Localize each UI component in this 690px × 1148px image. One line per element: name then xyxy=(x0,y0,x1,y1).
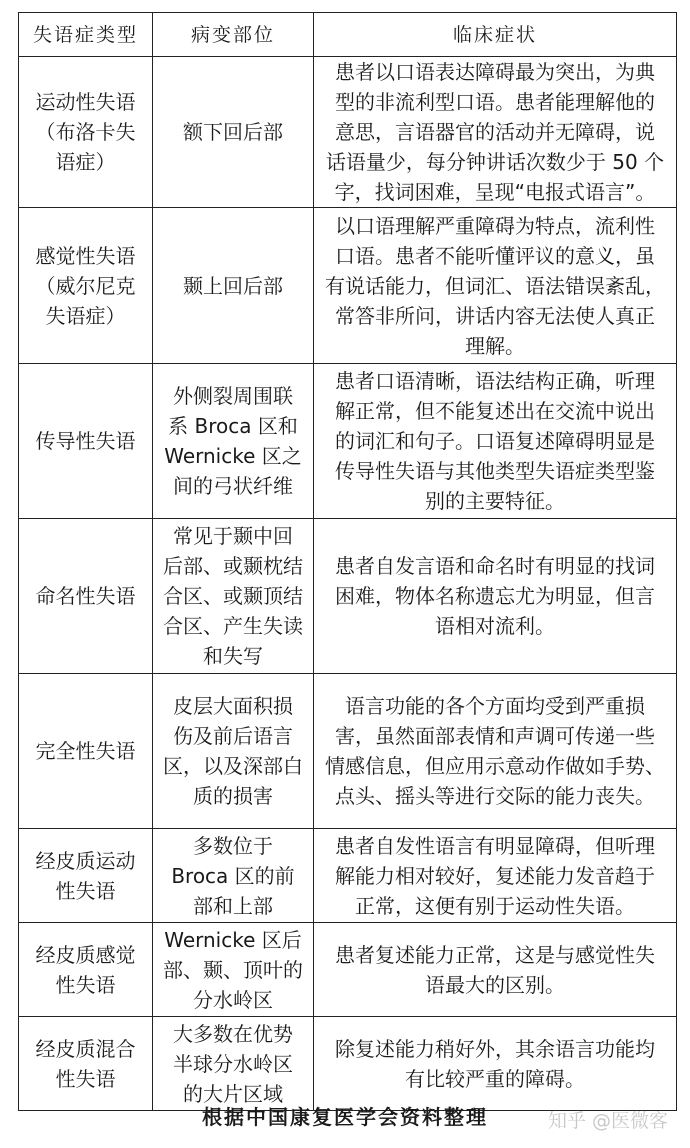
aphasia-type-cell xyxy=(19,208,153,364)
cell-line: 性失语 xyxy=(55,972,116,997)
lesion-site-cell xyxy=(153,829,314,923)
cell-line: 传导性失语 xyxy=(35,429,136,453)
cell-line: 和失写 xyxy=(203,644,263,668)
cell-line: 语言功能的各个方面均受到严重损 xyxy=(345,694,645,718)
cell-line: 意思，言语器官的活动并无障碍，说 xyxy=(335,120,655,144)
lesion-site-cell xyxy=(153,57,314,208)
cell-line: 分水岭区 xyxy=(193,987,273,1012)
watermark: 知乎 @医微客 xyxy=(548,1110,669,1132)
cell-line: 外侧裂周围联 xyxy=(173,384,293,408)
cell-line: 患者自发言语和命名时有明显的找词 xyxy=(335,554,655,578)
cell-line: 部、颞、顶叶的 xyxy=(163,957,303,982)
cell-line: 性失语 xyxy=(55,1066,116,1091)
symptoms-cell xyxy=(314,519,677,674)
caption: 根据中国康复医学会资料整理 xyxy=(202,1105,488,1129)
table-row xyxy=(19,364,677,519)
symptoms-cell xyxy=(314,57,677,208)
cell-line: 理解。 xyxy=(465,333,525,358)
cell-line: 感觉性失语 xyxy=(35,243,136,268)
header-type: 失语症类型 xyxy=(19,13,153,57)
lesion-site-cell xyxy=(153,923,314,1017)
cell-line: 伤及前后语言 xyxy=(173,724,293,748)
lesion-site-cell xyxy=(153,1017,314,1111)
aphasia-type-cell xyxy=(19,519,153,674)
cell-line: 除复述能力稍好外，其余语言功能均 xyxy=(335,1036,655,1061)
table-row xyxy=(19,829,677,923)
cell-line: 颞上回后部 xyxy=(183,273,283,298)
cell-line: 区，以及深部白 xyxy=(163,754,303,778)
cell-line: 口语。患者不能听懂评议的意义，虽 xyxy=(335,243,655,268)
lesion-site-cell xyxy=(153,519,314,674)
cell-line: 的词汇和句子。口语复述障碍明显是 xyxy=(335,429,655,453)
cell-line: 间的弓状纤维 xyxy=(173,474,293,498)
cell-line: （布洛卡失 xyxy=(35,120,136,144)
cell-line: 以口语理解严重障碍为特点，流利性 xyxy=(335,213,655,238)
cell-line: 性失语 xyxy=(55,878,116,903)
cell-line: 半球分水岭区 xyxy=(173,1051,293,1076)
cell-line: 型的非流利型口语。患者能理解他的 xyxy=(335,90,655,114)
table-row xyxy=(19,57,677,208)
cell-line: 患者口语清晰，语法结构正确，听理 xyxy=(335,369,655,393)
cell-line: 大多数在优势 xyxy=(173,1021,293,1046)
cell-line: 常答非所问，讲话内容无法使人真正 xyxy=(335,303,655,328)
symptoms-cell xyxy=(314,829,677,923)
cell-line: 常见于颞中回 xyxy=(173,524,293,548)
lesion-site-cell xyxy=(153,208,314,364)
cell-line: 话语量少，每分钟讲话次数少于 50 个 xyxy=(325,150,665,174)
cell-line: 有说话能力，但词汇、语法错误紊乱， xyxy=(325,273,665,298)
cell-line: 害，虽然面部表情和声调可传递一些 xyxy=(335,724,655,748)
table-body xyxy=(19,57,677,1111)
cell-line: 质的损害 xyxy=(193,784,273,808)
table-header-row xyxy=(19,13,677,57)
cell-line: 运动性失语 xyxy=(35,90,136,114)
lesion-site-cell xyxy=(153,364,314,519)
symptoms-cell xyxy=(314,923,677,1017)
symptoms-cell xyxy=(314,1017,677,1111)
aphasia-table xyxy=(18,12,677,1111)
header-site: 病变部位 xyxy=(153,13,314,57)
cell-line: Broca 区的前 xyxy=(171,863,295,888)
table-row xyxy=(19,674,677,829)
table-row xyxy=(19,923,677,1017)
cell-line: 字，找词困难，呈现“电报式语言”。 xyxy=(334,180,656,204)
cell-line: 后部、或颞枕结 xyxy=(163,554,303,578)
cell-line: 部和上部 xyxy=(193,893,273,918)
cell-line: 系 Broca 区和 xyxy=(168,414,298,438)
cell-line: 传导性失语与其他类型失语症类型鉴 xyxy=(335,459,655,483)
cell-line: Wernicke 区之 xyxy=(164,444,302,468)
lesion-site-cell xyxy=(153,674,314,829)
cell-line: 患者以口语表达障碍最为突出，为典 xyxy=(335,60,655,84)
cell-line: 解能力相对较好，复述能力发音趋于 xyxy=(335,863,655,888)
cell-line: 语相对流利。 xyxy=(435,614,555,638)
cell-line: 经皮质运动 xyxy=(35,848,136,873)
aphasia-type-cell xyxy=(19,829,153,923)
aphasia-type-cell xyxy=(19,364,153,519)
cell-line: 别的主要特征。 xyxy=(425,489,565,513)
cell-line: 皮层大面积损 xyxy=(173,694,293,718)
table-row xyxy=(19,1017,677,1111)
symptoms-cell xyxy=(314,208,677,364)
cell-line: 困难，物体名称遗忘尤为明显，但言 xyxy=(335,584,655,608)
cell-line: 额下回后部 xyxy=(183,120,283,144)
cell-line: 正常，这便有别于运动性失语。 xyxy=(355,893,635,918)
cell-line: 点头、摇头等进行交际的能力丧失。 xyxy=(335,784,655,808)
header-symptoms: 临床症状 xyxy=(314,13,677,57)
cell-line: 语最大的区别。 xyxy=(425,972,565,997)
aphasia-type-cell xyxy=(19,57,153,208)
symptoms-cell xyxy=(314,674,677,829)
aphasia-type-cell xyxy=(19,674,153,829)
cell-line: 多数位于 xyxy=(193,833,273,858)
symptoms-cell xyxy=(314,364,677,519)
cell-line: 命名性失语 xyxy=(35,584,136,608)
cell-line: 患者自发性语言有明显障碍，但听理 xyxy=(335,833,655,858)
table-row xyxy=(19,208,677,364)
cell-line: 情感信息，但应用示意动作做如手势、 xyxy=(325,754,665,778)
cell-line: 失语症） xyxy=(45,303,126,328)
cell-line: 语症） xyxy=(55,150,116,174)
cell-line: 合区、产生失读 xyxy=(163,614,303,638)
cell-line: 经皮质感觉 xyxy=(35,942,136,967)
cell-line: 完全性失语 xyxy=(35,739,136,763)
aphasia-type-cell xyxy=(19,923,153,1017)
cell-line: 患者复述能力正常，这是与感觉性失 xyxy=(335,942,655,967)
table-row xyxy=(19,519,677,674)
cell-line: Wernicke 区后 xyxy=(164,927,302,952)
cell-line: 解正常，但不能复述出在交流中说出 xyxy=(335,399,655,423)
cell-line: 合区、或颞顶结 xyxy=(163,584,303,608)
cell-line: 的大片区域 xyxy=(183,1081,283,1106)
cell-line: 有比较严重的障碍。 xyxy=(405,1066,585,1091)
aphasia-type-cell xyxy=(19,1017,153,1111)
cell-line: 经皮质混合 xyxy=(35,1036,136,1061)
cell-line: （威尔尼克 xyxy=(35,273,136,298)
